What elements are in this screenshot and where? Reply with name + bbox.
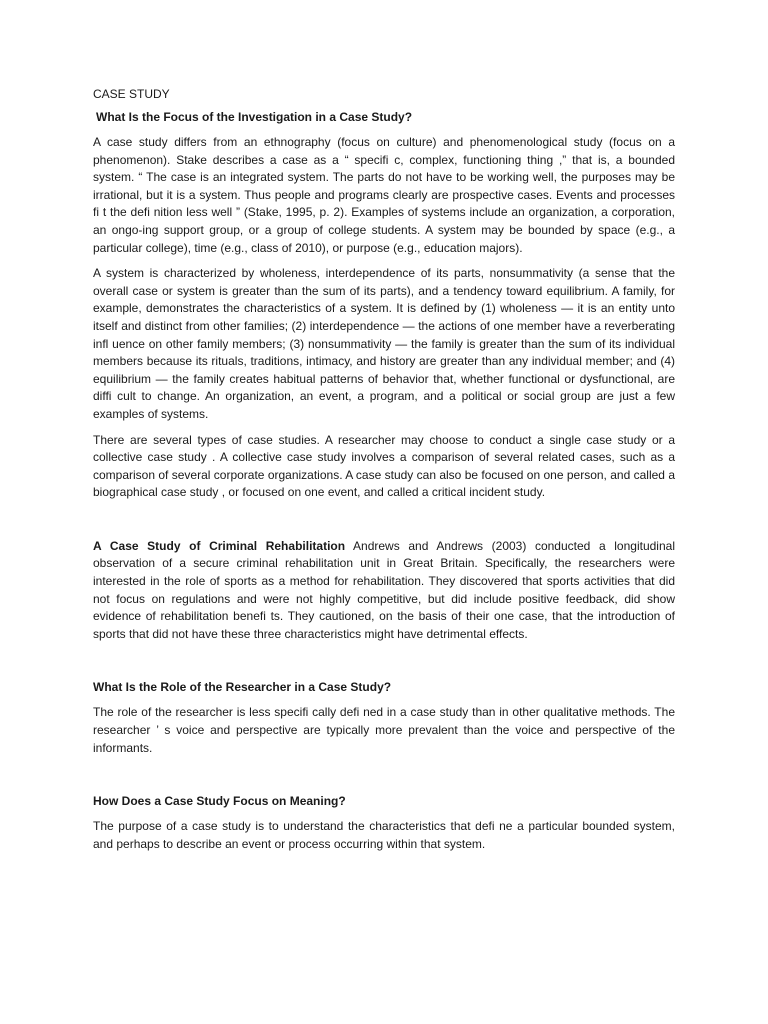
example-text: Andrews and Andrews (2003) conducted a longitudinal observation of a secure criminal rehabilitation unit in Great Britain. Specifically, the researchers were interested in the role of sports as a method for rehabilitation. They discovered that sports activities that did not focus on regulations and were not highly competitive, but did include positive feedback, did show evidence of rehabilitation benefi ts. They cautioned, on the basis of their one case, that the introduction of sports that did not have these three characteristics might have detrimental effects. — [93, 538, 675, 641]
role-paragraph: The role of the researcher is less specifi cally defi ned in a case study than in other qualitative methods. The researcher ’ s voice and perspective are typically more prevalent than the voice and perspective of the informants. — [93, 705, 675, 755]
focus-paragraph-3: There are several types of case studies. A researcher may choose to conduct a single case study or a collective case study . A collective case study involves a comparison of several related cases, such as a comparison of several corporate organizations. A case study can also be focused on one person, and called a biographical case study , or focused on one event, and called a critical incident study. — [93, 432, 675, 500]
example-paragraph — [93, 538, 675, 644]
focus-heading: What Is the Focus of the Investigation in a Case Study? — [96, 110, 413, 124]
focus-paragraph-2: A system is characterized by wholeness, interdependence of its parts, nonsummativity (a sense that the overall case or system is greater than the sum of its parts), and a tendency toward equilibrium. A family, for example, demonstrates the characteristics of a system. It is defined by (1) wholeness — it is an entity unto itself and distinct from other families; (2) interdependence — the actions of one member have a reverberating infl uence on other family members; (3) nonsummativity — the family is greater than the sum of its individual members because its rituals, traditions, intimacy, and history are greater than any individual member; and (4) equilibrium — the family creates habitual patterns of behavior that, whether functional or dysfunctional, are diffi cult to change. An organization, an event, a program, and a political or social group are just a few examples of systems. — [93, 266, 675, 421]
document-page — [93, 86, 675, 853]
meaning-paragraph: The purpose of a case study is to understand the characteristics that defi ne a particular bounded system, and perhaps to describe an event or process occurring within that system. — [93, 819, 675, 851]
example-inline-heading: A Case Study of Criminal Rehabilitation — [93, 538, 346, 553]
document-title: CASE STUDY — [93, 87, 170, 101]
meaning-heading: How Does a Case Study Focus on Meaning? — [93, 794, 346, 809]
role-heading: What Is the Role of the Researcher in a Case Study? — [93, 680, 392, 695]
focus-paragraph-1: A case study differs from an ethnography (focus on culture) and phenomenological study (focus on a phenomenon). Stake describes a case as a “ specifi c, complex, functioning thing ,” that is, a bounded system. “ The case is an integrated system. The parts do not have to be working well, the purposes may be irrational, but it is a system. Thus people and programs clearly are prospective cases. Events and processes fi t the defi nition less well ” (Stake, 1995, p. 2). Examples of systems include an organization, a corporation, an ongo-ing support group, or a group of college students. A system may be bounded by space (e.g., a particular college), time (e.g., class of 2010), or purpose (e.g., education majors). — [93, 135, 675, 255]
